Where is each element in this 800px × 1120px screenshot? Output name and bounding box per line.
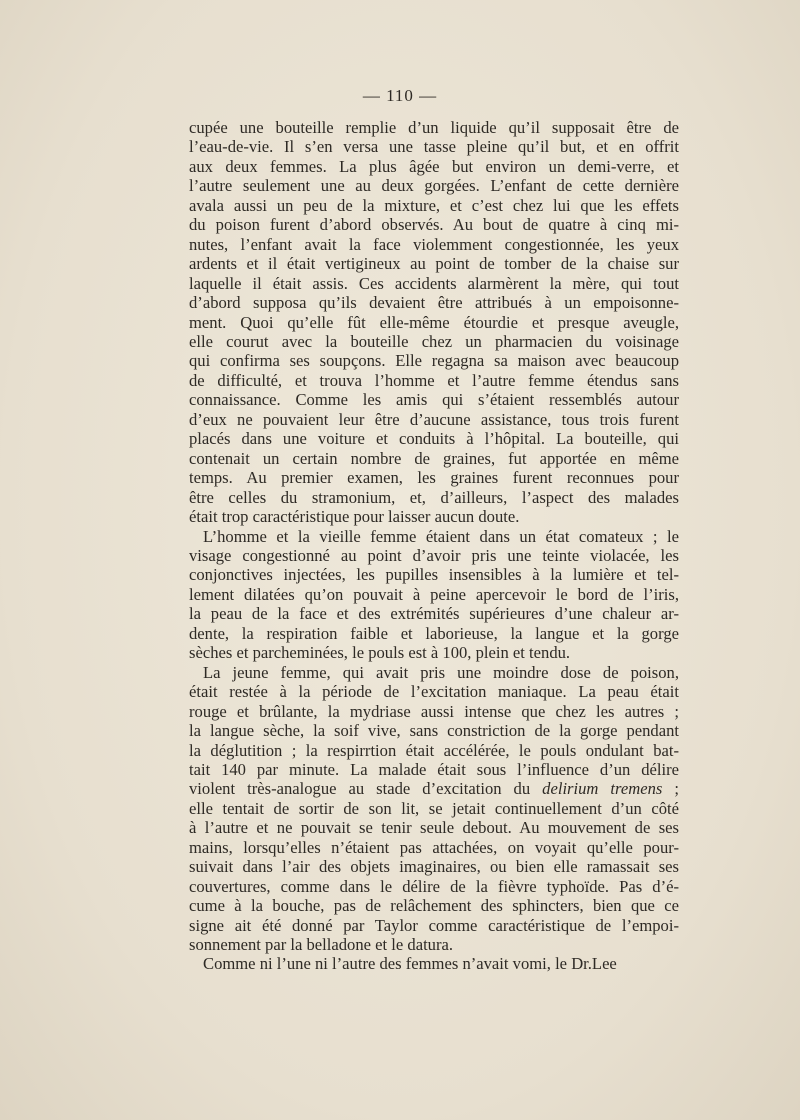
- text-line: contenait un certain nombre de graines, fut apportée en même: [189, 448, 679, 468]
- text-line: signe ait été donné par Taylor comme caractéristique de l’empoi-: [189, 915, 679, 935]
- text-line: ardents et il était vertigineux au point de tomber de la chaise sur: [189, 254, 679, 274]
- text-line: nutes, l’enfant avait la face violemment congestionnée, les yeux: [189, 234, 679, 254]
- text-line: visage congestionné au point d’avoir pris une teinte violacée, les: [189, 545, 679, 565]
- paragraph: [189, 954, 679, 973]
- text-line: d’abord supposa qu’ils devaient être attribués à un empoisonne-: [189, 293, 679, 313]
- text-line: cume à la bouche, pas de relâchement des sphincters, bien que ce: [189, 896, 679, 916]
- text-line: à l’autre et ne pouvait se tenir seule debout. Au mouvement de ses: [189, 818, 679, 838]
- text-line: l’autre seulement une au deux gorgées. L’enfant de cette dernière: [189, 176, 679, 196]
- text-line: sonnement par la belladone et le datura.: [189, 935, 454, 955]
- text-line: aux deux femmes. La plus âgée but environ un demi-verre, et: [189, 156, 679, 176]
- text-line: temps. Au premier examen, les graines furent reconnues pour: [189, 468, 679, 488]
- text-line: cupée une bouteille remplie d’un liquide qu’il supposait être de: [189, 118, 679, 137]
- text-line: laquelle il était assis. Ces accidents alarmèrent la mère, qui tout: [189, 273, 679, 293]
- text-line: La jeune femme, qui avait pris une moindre dose de poison,: [203, 662, 679, 682]
- page-number: — 110 —: [362, 86, 438, 105]
- text-line: elle courut avec la bouteille chez un pharmacien du voisinage: [189, 331, 679, 351]
- text-line: mains, lorsqu’elles n’étaient pas attachées, on voyait qu’elle pour-: [189, 837, 679, 857]
- text-line: dente, la respiration faible et laborieuse, la langue et la gorge: [189, 623, 679, 643]
- text-line: tait 140 par minute. La malade était sous l’influence d’un délire: [189, 759, 679, 779]
- text-line: était trop caractéristique pour laisser aucun doute.: [189, 507, 520, 527]
- text-line: elle tentait de sortir de son lit, se jetait continuellement d’un côté: [189, 798, 679, 818]
- text-line: lement dilatées qu’on pouvait à peine apercevoir le bord de l’iris,: [189, 584, 679, 604]
- text-line: qui confirma ses soupçons. Elle regagna sa maison avec beaucoup: [189, 351, 679, 371]
- text-line: placés dans une voiture et conduits à l’hôpital. La bouteille, qui: [189, 429, 679, 449]
- text-line: ment. Quoi qu’elle fût elle-même étourdie et presque aveugle,: [189, 312, 679, 332]
- text-line: suivait dans l’air des objets imaginaires, ou bien elle ramassait ses: [189, 857, 679, 877]
- text-line: connaissance. Comme les amis qui s’étaient ressemblés autour: [189, 390, 679, 410]
- paragraph: [189, 527, 679, 663]
- body-text: [189, 118, 679, 974]
- text-line: la déglutition ; la respirrtion était accélérée, le pouls ondulant bat-: [189, 740, 679, 760]
- text-line: la peau de la face et des extrémités supérieures d’une chaleur ar-: [189, 604, 679, 624]
- text-line: L’homme et la vieille femme étaient dans un état comateux ; le: [203, 526, 679, 546]
- text-line: avala aussi un peu de la mixture, et c’est chez lui que les effets: [189, 195, 679, 215]
- text-line: d’eux ne pouvaient leur être d’aucune assistance, tous trois furent: [189, 409, 679, 429]
- text-line: du poison furent d’abord observés. Au bout de quatre à cinq mi-: [189, 215, 679, 235]
- text-line: sèches et parcheminées, le pouls est à 100, plein et tendu.: [189, 643, 571, 663]
- text-line: couvertures, comme dans le délire de la fièvre typhoïde. Pas d’é-: [189, 876, 679, 896]
- text-line: violent très-analogue au stade d’excitation du delirium tremens ;: [189, 779, 679, 799]
- text-line: était restée à la période de l’excitation maniaque. La peau était: [189, 682, 679, 702]
- text-line: la langue sèche, la soif vive, sans constriction de la gorge pendant: [189, 721, 679, 741]
- text-line: rouge et brûlante, la mydriase aussi intense que chez les autres ;: [189, 701, 679, 721]
- text-line: l’eau-de-vie. Il s’en versa une tasse pleine qu’il but, et en offrit: [189, 137, 679, 157]
- text-line: Comme ni l’une ni l’autre des femmes n’avait vomi, le Dr.Lee: [203, 954, 617, 974]
- text-line: de difficulté, et trouva l’homme et l’autre femme étendus sans: [189, 370, 679, 390]
- paragraph: [189, 118, 679, 527]
- paragraph: [189, 663, 679, 955]
- text-line: conjonctives injectées, les pupilles insensibles à la lumière et tel-: [189, 565, 679, 585]
- text-line: être celles du stramonium, et, d’ailleurs, l’aspect des malades: [189, 487, 679, 507]
